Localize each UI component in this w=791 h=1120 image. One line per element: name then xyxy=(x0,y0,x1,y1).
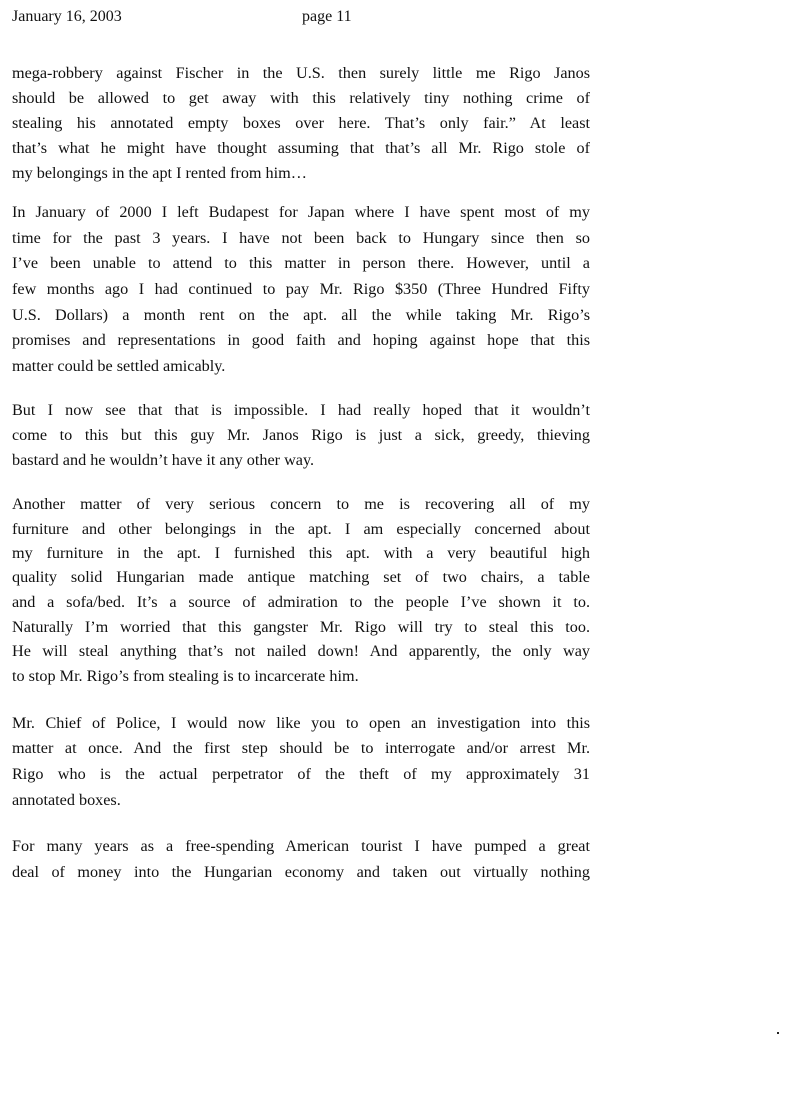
text-line: mega-robbery against Fischer in the U.S. then surely little me Rigo Janos xyxy=(12,64,590,82)
scan-speck xyxy=(777,1032,779,1034)
text-line: and a sofa/bed. It’s a source of admiration to the people I’ve shown it to. xyxy=(12,593,590,611)
text-line: Naturally I’m worried that this gangster Mr. Rigo will try to steal this too. xyxy=(12,618,590,636)
text-line: furniture and other belongings in the apt. I am especially concerned about xyxy=(12,520,590,538)
text-line: to stop Mr. Rigo’s from stealing is to incarcerate him. xyxy=(12,667,359,685)
header-date: January 16, 2003 xyxy=(12,8,122,25)
text-line: come to this but this guy Mr. Janos Rigo is just a sick, greedy, thieving xyxy=(12,426,590,444)
text-line: Another matter of very serious concern to me is recovering all of my xyxy=(12,495,590,513)
text-line: my furniture in the apt. I furnished this apt. with a very beautiful high xyxy=(12,544,590,562)
text-line: bastard and he wouldn’t have it any other way. xyxy=(12,451,315,469)
text-line: Rigo who is the actual perpetrator of the theft of my approximately 31 xyxy=(12,765,590,783)
text-line: quality solid Hungarian made antique matching set of two chairs, a table xyxy=(12,568,590,586)
text-line: my belongings in the apt I rented from him… xyxy=(12,164,307,182)
text-line: He will steal anything that’s not nailed down! And apparently, the only way xyxy=(12,642,590,660)
text-line: annotated boxes. xyxy=(12,791,121,809)
text-line: In January of 2000 I left Budapest for Japan where I have spent most of my xyxy=(12,203,590,221)
text-line: matter could be settled amicably. xyxy=(12,357,226,375)
text-line: For many years as a free-spending American tourist I have pumped a great xyxy=(12,837,590,855)
text-line: stealing his annotated empty boxes over here. That’s only fair.” At least xyxy=(12,114,590,132)
text-line: Mr. Chief of Police, I would now like you to open an investigation into this xyxy=(12,714,590,732)
text-line: time for the past 3 years. I have not been back to Hungary since then so xyxy=(12,229,590,247)
text-line: matter at once. And the first step should be to interrogate and/or arrest Mr. xyxy=(12,739,590,757)
text-line: But I now see that that is impossible. I had really hoped that it wouldn’t xyxy=(12,401,590,419)
text-line: I’ve been unable to attend to this matter in person there. However, until a xyxy=(12,254,590,272)
page-header xyxy=(12,8,572,30)
text-line: deal of money into the Hungarian economy and taken out virtually nothing xyxy=(12,863,590,881)
text-line: few months ago I had continued to pay Mr. Rigo $350 (Three Hundred Fifty xyxy=(12,280,590,298)
text-line: promises and representations in good faith and hoping against hope that this xyxy=(12,331,590,349)
text-line: that’s what he might have thought assuming that that’s all Mr. Rigo stole of xyxy=(12,139,590,157)
page-number: page 11 xyxy=(302,8,352,25)
text-line: U.S. Dollars) a month rent on the apt. all the while taking Mr. Rigo’s xyxy=(12,306,590,324)
text-line: should be allowed to get away with this relatively tiny nothing crime of xyxy=(12,89,590,107)
